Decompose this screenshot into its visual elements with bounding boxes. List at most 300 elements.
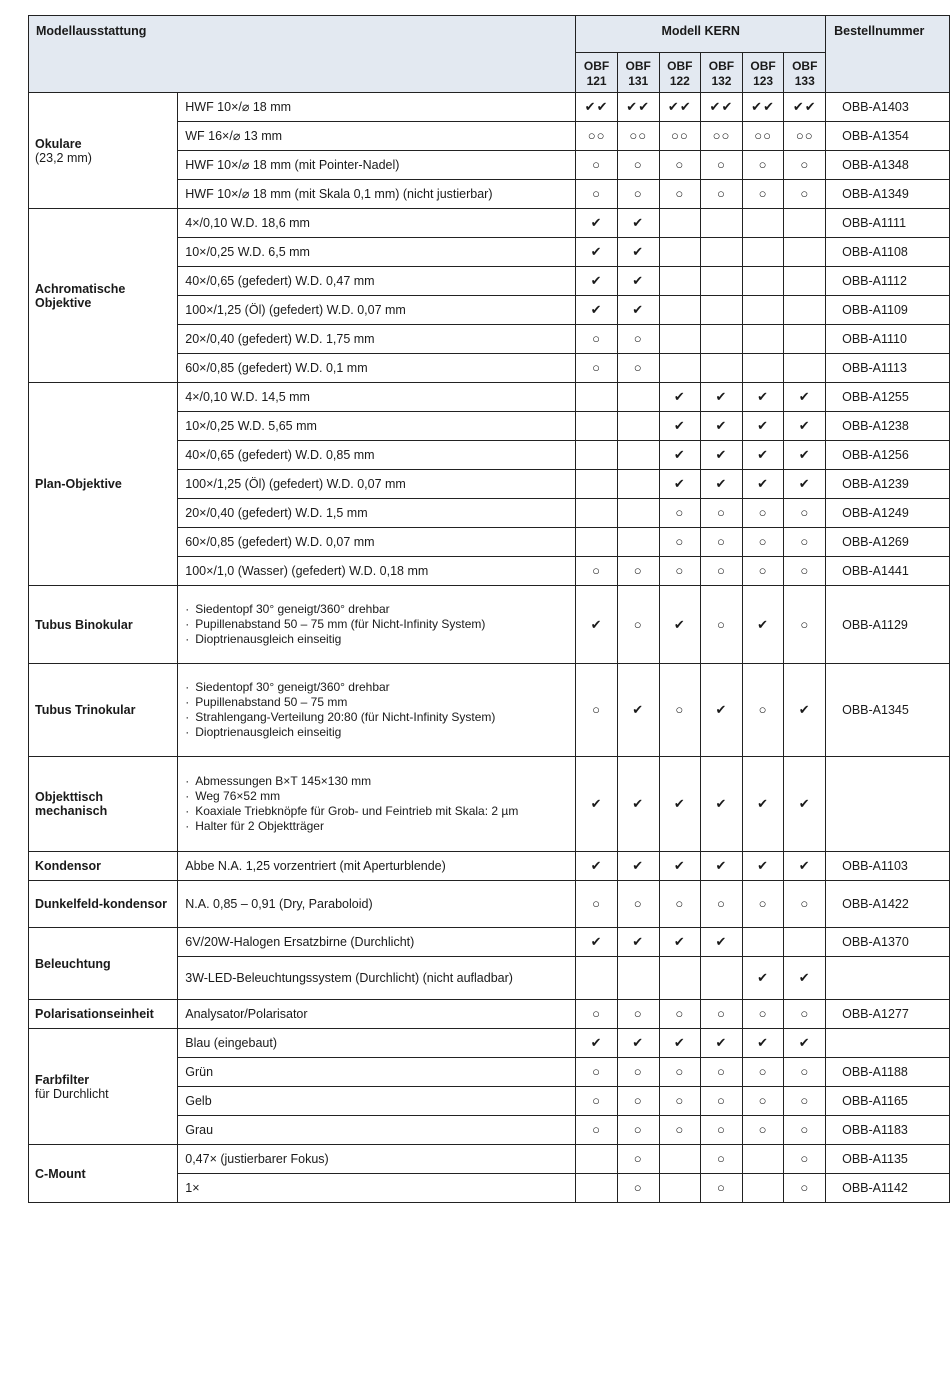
optional-circle-icon: ○ (742, 557, 784, 586)
item-text: WF 16×/⌀ 13 mm (185, 129, 283, 143)
standard-check-icon: ✔ (784, 852, 826, 881)
optional-circle-icon: ○○ (576, 122, 618, 151)
order-number: OBB-A1183 (826, 1116, 950, 1145)
standard-check-icon: ✔ (784, 412, 826, 441)
order-number: OBB-A1348 (826, 151, 950, 180)
header-equipment: Modellausstattung (29, 16, 576, 93)
order-number: OBB-A1345 (826, 664, 950, 757)
item-text: 10×/0,25 W.D. 5,65 mm (185, 419, 317, 433)
item-text: 4×/0,10 W.D. 18,6 mm (185, 216, 310, 230)
order-number: OBB-A1108 (826, 238, 950, 267)
group-title-cell (29, 757, 178, 852)
group-subtitle: für Durchlicht (35, 1086, 109, 1101)
standard-check-icon: ✔ (576, 238, 618, 267)
optional-circle-icon: ○ (784, 557, 826, 586)
empty-cell (617, 499, 659, 528)
optional-circle-icon: ○ (784, 881, 826, 928)
table-row (29, 852, 950, 881)
empty-cell (617, 528, 659, 557)
empty-cell (784, 928, 826, 957)
optional-circle-icon: ○ (617, 151, 659, 180)
item-description (178, 470, 576, 499)
standard-check-icon: ✔ (742, 757, 784, 852)
optional-circle-icon: ○ (659, 151, 701, 180)
table-row (29, 93, 950, 122)
empty-cell (742, 1145, 784, 1174)
optional-circle-icon: ○ (742, 499, 784, 528)
item-description (178, 383, 576, 412)
standard-check-icon: ✔ (617, 238, 659, 267)
standard-check-icon: ✔ (617, 1029, 659, 1058)
group-title: Dunkelfeld-kondensor (35, 897, 167, 911)
item-description (178, 412, 576, 441)
feature-item: · Dioptrienausgleich einseitig (185, 632, 568, 647)
optional-circle-icon: ○ (617, 180, 659, 209)
group-title: Tubus Trinokular (35, 703, 136, 717)
empty-cell (659, 1145, 701, 1174)
empty-cell (742, 325, 784, 354)
standard-check-icon: ✔✔ (617, 93, 659, 122)
item-description (178, 354, 576, 383)
model-number: 123 (753, 73, 774, 88)
standard-check-icon: ✔✔ (742, 93, 784, 122)
feature-item: · Dioptrienausgleich einseitig (185, 725, 568, 740)
standard-check-icon: ✔ (701, 757, 743, 852)
item-description (178, 1087, 576, 1116)
group-title-cell (29, 1145, 178, 1203)
order-number: OBB-A1370 (826, 928, 950, 957)
standard-check-icon: ✔ (742, 1029, 784, 1058)
model-number: 133 (794, 73, 815, 88)
standard-check-icon: ✔ (701, 664, 743, 757)
optional-circle-icon: ○○ (617, 122, 659, 151)
standard-check-icon: ✔ (617, 757, 659, 852)
order-number: OBB-A1354 (826, 122, 950, 151)
order-number: OBB-A1103 (826, 852, 950, 881)
group-title-cell (29, 664, 178, 757)
optional-circle-icon: ○ (617, 586, 659, 664)
group-title-cell (29, 1029, 178, 1145)
model-series: OBF (667, 58, 693, 73)
item-text: 10×/0,25 W.D. 6,5 mm (185, 245, 310, 259)
feature-list (185, 680, 568, 740)
optional-circle-icon: ○○ (742, 122, 784, 151)
standard-check-icon: ✔ (617, 664, 659, 757)
empty-cell (659, 325, 701, 354)
item-text: 100×/1,0 (Wasser) (gefedert) W.D. 0,18 mm (185, 564, 429, 578)
optional-circle-icon: ○ (701, 557, 743, 586)
optional-circle-icon: ○ (784, 1058, 826, 1087)
empty-cell (576, 412, 618, 441)
empty-cell (659, 296, 701, 325)
item-description (178, 1000, 576, 1029)
item-text: Grau (185, 1123, 214, 1137)
item-text: 60×/0,85 (gefedert) W.D. 0,1 mm (185, 361, 368, 375)
optional-circle-icon: ○ (659, 881, 701, 928)
item-text: Blau (eingebaut) (185, 1036, 277, 1050)
optional-circle-icon: ○ (617, 1000, 659, 1029)
optional-circle-icon: ○ (701, 528, 743, 557)
item-description (178, 267, 576, 296)
item-text: 40×/0,65 (gefedert) W.D. 0,47 mm (185, 274, 375, 288)
group-title-cell (29, 93, 178, 209)
item-text: 100×/1,25 (Öl) (gefedert) W.D. 0,07 mm (185, 303, 406, 317)
item-description (178, 151, 576, 180)
order-number: OBB-A1422 (826, 881, 950, 928)
item-description (178, 441, 576, 470)
empty-cell (576, 383, 618, 412)
feature-item: · Pupillenabstand 50 – 75 mm (185, 695, 568, 710)
optional-circle-icon: ○ (576, 1116, 618, 1145)
optional-circle-icon: ○ (701, 1000, 743, 1029)
empty-cell (784, 238, 826, 267)
standard-check-icon: ✔ (659, 1029, 701, 1058)
feature-list (185, 774, 568, 834)
table-header (29, 16, 950, 93)
standard-check-icon: ✔ (742, 470, 784, 499)
standard-check-icon: ✔ (617, 928, 659, 957)
standard-check-icon: ✔✔ (701, 93, 743, 122)
feature-item: · Siedentopf 30° geneigt/360° drehbar (185, 602, 568, 617)
item-text: 1× (185, 1181, 200, 1195)
standard-check-icon: ✔ (742, 412, 784, 441)
item-text: 20×/0,40 (gefedert) W.D. 1,5 mm (185, 506, 368, 520)
standard-check-icon: ✔ (701, 441, 743, 470)
optional-circle-icon: ○ (659, 1058, 701, 1087)
table-row (29, 1145, 950, 1174)
standard-check-icon: ✔ (784, 383, 826, 412)
standard-check-icon: ✔✔ (659, 93, 701, 122)
model-series: OBF (708, 58, 735, 73)
empty-cell (576, 528, 618, 557)
model-series: OBF (583, 58, 610, 73)
item-description (178, 93, 576, 122)
order-number: OBB-A1112 (826, 267, 950, 296)
optional-circle-icon: ○ (784, 1174, 826, 1203)
optional-circle-icon: ○ (576, 325, 618, 354)
item-text: 0,47× (justierbarer Fokus) (185, 1152, 329, 1166)
model-number: 132 (711, 73, 732, 88)
equipment-table-container (28, 15, 950, 1203)
standard-check-icon: ✔ (576, 586, 618, 664)
item-text: 4×/0,10 W.D. 14,5 mm (185, 390, 310, 404)
item-description (178, 852, 576, 881)
optional-circle-icon: ○ (576, 180, 618, 209)
item-description (178, 1116, 576, 1145)
item-description (178, 1029, 576, 1058)
empty-cell (617, 383, 659, 412)
optional-circle-icon: ○ (701, 881, 743, 928)
model-header-cell (742, 53, 784, 93)
table-row (29, 928, 950, 957)
standard-check-icon: ✔ (659, 441, 701, 470)
item-text: N.A. 0,85 – 0,91 (Dry, Paraboloid) (185, 897, 373, 911)
optional-circle-icon: ○ (701, 1145, 743, 1174)
standard-check-icon: ✔ (659, 586, 701, 664)
empty-cell (784, 267, 826, 296)
optional-circle-icon: ○ (742, 664, 784, 757)
standard-check-icon: ✔ (701, 1029, 743, 1058)
item-description (178, 881, 576, 928)
model-header-cell (617, 53, 659, 93)
standard-check-icon: ✔ (784, 664, 826, 757)
optional-circle-icon: ○ (576, 881, 618, 928)
table-body (29, 93, 950, 1203)
optional-circle-icon: ○ (701, 151, 743, 180)
item-description (178, 664, 576, 757)
standard-check-icon: ✔ (742, 383, 784, 412)
item-description (178, 928, 576, 957)
empty-cell (701, 354, 743, 383)
order-number: OBB-A1142 (826, 1174, 950, 1203)
item-description (178, 557, 576, 586)
feature-item: · Pupillenabstand 50 – 75 mm (für Nicht-Infinity System) (185, 617, 568, 632)
order-number: OBB-A1113 (826, 354, 950, 383)
empty-cell (576, 470, 618, 499)
optional-circle-icon: ○ (784, 499, 826, 528)
item-text: 60×/0,85 (gefedert) W.D. 0,07 mm (185, 535, 375, 549)
model-header-cell (659, 53, 701, 93)
group-subtitle: (23,2 mm) (35, 150, 92, 165)
optional-circle-icon: ○ (617, 1145, 659, 1174)
feature-item: · Halter für 2 Objektträger (185, 819, 568, 834)
order-number: OBB-A1111 (826, 209, 950, 238)
optional-circle-icon: ○ (701, 499, 743, 528)
optional-circle-icon: ○ (701, 1087, 743, 1116)
standard-check-icon: ✔ (659, 757, 701, 852)
optional-circle-icon: ○ (784, 1087, 826, 1116)
optional-circle-icon: ○ (659, 664, 701, 757)
standard-check-icon: ✔ (659, 928, 701, 957)
order-number (826, 757, 950, 852)
optional-circle-icon: ○ (576, 151, 618, 180)
empty-cell (576, 957, 618, 1000)
empty-cell (784, 354, 826, 383)
optional-circle-icon: ○ (576, 557, 618, 586)
order-number: OBB-A1269 (826, 528, 950, 557)
standard-check-icon: ✔ (576, 267, 618, 296)
item-description (178, 586, 576, 664)
standard-check-icon: ✔ (784, 757, 826, 852)
optional-circle-icon: ○ (742, 881, 784, 928)
standard-check-icon: ✔✔ (784, 93, 826, 122)
model-series: OBF (625, 58, 651, 73)
table-row (29, 586, 950, 664)
empty-cell (784, 209, 826, 238)
item-description (178, 238, 576, 267)
item-text: 20×/0,40 (gefedert) W.D. 1,75 mm (185, 332, 375, 346)
item-description (178, 1145, 576, 1174)
item-text: HWF 10×/⌀ 18 mm (mit Skala 0,1 mm) (nicht justierbar) (185, 187, 493, 201)
item-text: 6V/20W-Halogen Ersatzbirne (Durchlicht) (185, 935, 415, 949)
standard-check-icon: ✔ (576, 296, 618, 325)
optional-circle-icon: ○ (742, 1058, 784, 1087)
empty-cell (659, 238, 701, 267)
order-number: OBB-A1256 (826, 441, 950, 470)
item-description (178, 957, 576, 1000)
optional-circle-icon: ○ (742, 1116, 784, 1145)
group-title: Beleuchtung (35, 956, 111, 971)
equipment-table (28, 15, 950, 1203)
group-title: Okulare (35, 136, 82, 151)
standard-check-icon: ✔ (617, 852, 659, 881)
item-text: Gelb (185, 1094, 212, 1108)
standard-check-icon: ✔ (576, 209, 618, 238)
standard-check-icon: ✔ (742, 957, 784, 1000)
group-title: C-Mount (35, 1166, 86, 1181)
item-description (178, 1174, 576, 1203)
optional-circle-icon: ○○ (659, 122, 701, 151)
empty-cell (659, 209, 701, 238)
optional-circle-icon: ○ (659, 1087, 701, 1116)
standard-check-icon: ✔ (701, 928, 743, 957)
group-title: Kondensor (35, 859, 101, 873)
optional-circle-icon: ○ (701, 1174, 743, 1203)
group-title: Objekttisch mechanisch (35, 790, 108, 818)
order-number: OBB-A1255 (826, 383, 950, 412)
optional-circle-icon: ○ (784, 1000, 826, 1029)
optional-circle-icon: ○ (659, 557, 701, 586)
group-title-cell (29, 586, 178, 664)
model-header-cell (701, 53, 743, 93)
optional-circle-icon: ○ (659, 528, 701, 557)
empty-cell (742, 296, 784, 325)
standard-check-icon: ✔ (784, 470, 826, 499)
standard-check-icon: ✔ (784, 441, 826, 470)
order-number: OBB-A1165 (826, 1087, 950, 1116)
model-series: OBF (792, 58, 818, 73)
model-number: 122 (669, 73, 690, 88)
group-title-cell (29, 928, 178, 1000)
empty-cell (576, 1174, 618, 1203)
feature-item: · Strahlengang-Verteilung 20:80 (für Nicht-Infinity System) (185, 710, 568, 725)
item-description (178, 122, 576, 151)
item-text: HWF 10×/⌀ 18 mm (185, 100, 292, 114)
empty-cell (742, 238, 784, 267)
order-number: OBB-A1109 (826, 296, 950, 325)
empty-cell (701, 238, 743, 267)
item-description (178, 325, 576, 354)
item-description (178, 499, 576, 528)
order-number: OBB-A1129 (826, 586, 950, 664)
optional-circle-icon: ○ (659, 499, 701, 528)
table-row (29, 209, 950, 238)
optional-circle-icon: ○ (742, 180, 784, 209)
optional-circle-icon: ○ (659, 1000, 701, 1029)
optional-circle-icon: ○ (576, 1087, 618, 1116)
empty-cell (576, 441, 618, 470)
model-number: 131 (628, 73, 649, 88)
empty-cell (659, 1174, 701, 1203)
group-title-cell (29, 881, 178, 928)
empty-cell (701, 957, 743, 1000)
optional-circle-icon: ○ (701, 1058, 743, 1087)
standard-check-icon: ✔ (659, 383, 701, 412)
item-text: Grün (185, 1065, 214, 1079)
optional-circle-icon: ○ (576, 664, 618, 757)
empty-cell (742, 1174, 784, 1203)
group-title-cell (29, 209, 178, 383)
group-title: Tubus Binokular (35, 617, 133, 632)
optional-circle-icon: ○ (784, 528, 826, 557)
feature-item: · Abmessungen B×T 145×130 mm (185, 774, 568, 789)
empty-cell (742, 928, 784, 957)
empty-cell (701, 209, 743, 238)
feature-item: · Koaxiale Triebknöpfe für Grob- und Feintrieb mit Skala: 2 µm (185, 804, 568, 819)
empty-cell (659, 267, 701, 296)
empty-cell (784, 296, 826, 325)
standard-check-icon: ✔ (576, 852, 618, 881)
order-number: OBB-A1249 (826, 499, 950, 528)
standard-check-icon: ✔ (701, 470, 743, 499)
optional-circle-icon: ○ (576, 354, 618, 383)
optional-circle-icon: ○ (742, 1000, 784, 1029)
optional-circle-icon: ○○ (784, 122, 826, 151)
item-text: 40×/0,65 (gefedert) W.D. 0,85 mm (185, 448, 375, 462)
empty-cell (659, 354, 701, 383)
item-description (178, 180, 576, 209)
feature-item: · Siedentopf 30° geneigt/360° drehbar (185, 680, 568, 695)
standard-check-icon: ✔ (659, 852, 701, 881)
table-row (29, 383, 950, 412)
order-number: OBB-A1135 (826, 1145, 950, 1174)
optional-circle-icon: ○ (701, 586, 743, 664)
optional-circle-icon: ○ (701, 180, 743, 209)
table-row (29, 1029, 950, 1058)
standard-check-icon: ✔ (742, 852, 784, 881)
order-number: OBB-A1239 (826, 470, 950, 499)
item-text: 3W-LED-Beleuchtungssystem (Durchlicht) (nicht aufladbar) (185, 971, 513, 985)
empty-cell (742, 354, 784, 383)
optional-circle-icon: ○ (784, 1116, 826, 1145)
standard-check-icon: ✔ (576, 757, 618, 852)
item-text: 100×/1,25 (Öl) (gefedert) W.D. 0,07 mm (185, 477, 406, 491)
standard-check-icon: ✔ (742, 441, 784, 470)
item-description (178, 296, 576, 325)
order-number: OBB-A1238 (826, 412, 950, 441)
group-title: Farbfilter (35, 1072, 90, 1087)
group-title: Polarisationseinheit (35, 1007, 154, 1021)
order-number: OBB-A1349 (826, 180, 950, 209)
group-title: Plan-Objektive (35, 477, 122, 491)
order-number (826, 1029, 950, 1058)
empty-cell (617, 470, 659, 499)
empty-cell (617, 441, 659, 470)
optional-circle-icon: ○ (701, 1116, 743, 1145)
standard-check-icon: ✔ (576, 1029, 618, 1058)
empty-cell (659, 957, 701, 1000)
group-title-cell (29, 852, 178, 881)
standard-check-icon: ✔✔ (576, 93, 618, 122)
empty-cell (617, 957, 659, 1000)
group-title-cell (29, 1000, 178, 1029)
group-title: Achromatische Objektive (35, 281, 126, 310)
standard-check-icon: ✔ (617, 267, 659, 296)
table-row (29, 1000, 950, 1029)
optional-circle-icon: ○ (784, 151, 826, 180)
empty-cell (742, 267, 784, 296)
standard-check-icon: ✔ (576, 928, 618, 957)
feature-list (185, 602, 568, 647)
feature-item: · Weg 76×52 mm (185, 789, 568, 804)
optional-circle-icon: ○ (617, 881, 659, 928)
standard-check-icon: ✔ (701, 852, 743, 881)
standard-check-icon: ✔ (701, 412, 743, 441)
standard-check-icon: ✔ (617, 209, 659, 238)
header-model-group: Modell KERN (576, 16, 826, 53)
standard-check-icon: ✔ (784, 957, 826, 1000)
standard-check-icon: ✔ (742, 586, 784, 664)
